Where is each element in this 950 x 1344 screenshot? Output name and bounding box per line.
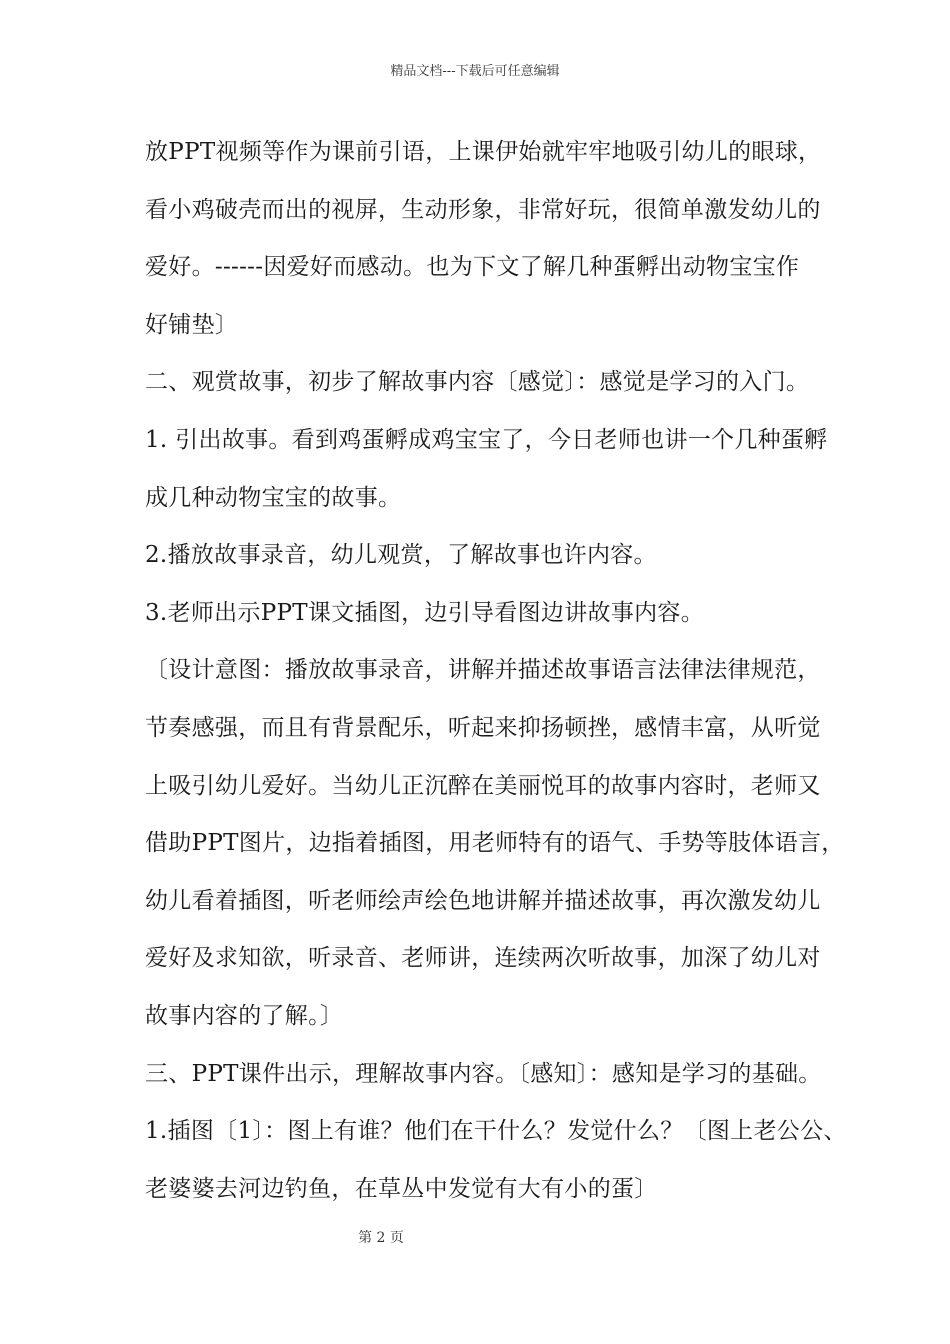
text-line: 1.插图〔1〕：图上有谁？他们在干什么？发觉什么？〔图上老公公、 [145,1118,847,1145]
document-body [145,128,847,1222]
section-heading: 二、观赏故事，初步了解故事内容〔感觉〕：感觉是学习的入门。 [145,369,810,396]
text-line: 节奏感强，而且有背景配乐，听起来抑扬顿挫，感情丰富，从听觉 [145,714,821,741]
text-line: 成几种动物宝宝的故事。 [145,484,402,511]
text-line: 故事内容的了解。〕 [145,1002,344,1029]
text-line: 3.老师出示PPT课文插图，边引导看图边讲故事内容。 [145,599,705,626]
text-line: 放PPT视频等作为课前引语，上课伊始就牢牢地吸引幼儿的眼球， [145,139,822,165]
text-line: 老婆婆去河边钓鱼，在草丛中发觉有大有小的蛋〕 [145,1175,658,1202]
section-heading: 三、PPT课件出示，理解故事内容。〔感知〕：感知是学习的基础。 [145,1060,822,1087]
text-line: 好铺垫〕 [145,311,239,338]
text-line: 借助PPT图片，边指着插图，用老师特有的语气、手势等肢体语言， [145,830,845,857]
text-line: 2.播放故事录音，幼儿观赏，了解故事也许内容。 [145,542,657,569]
text-line: 1. 引出故事。看到鸡蛋孵成鸡宝宝了，今日老师也讲一个几种蛋孵 [145,426,828,453]
text-line: 上吸引幼儿爱好。当幼儿正沉醉在美丽悦耳的故事内容时，老师又 [145,772,821,799]
text-line: 幼儿看着插图，听老师绘声绘色地讲解并描述故事，再次激发幼儿 [145,887,821,914]
text-line: 爱好。------因爱好而感动。也为下文了解几种蛋孵出动物宝宝作 [145,254,800,281]
text-line: 看小鸡破壳而出的视屏，生动形象，非常好玩，很简单激发幼儿的 [145,196,821,223]
text-line: 〔设计意图：播放故事录音，讲解并描述故事语言法律法律规范， [145,657,821,684]
text-line: 爱好及求知欲，听录音、老师讲，连续两次听故事，加深了幼儿对 [145,945,821,972]
page-header: 精品文档---下载后可任意编辑 [390,64,560,79]
page-number: 第 2 页 [358,1230,404,1246]
